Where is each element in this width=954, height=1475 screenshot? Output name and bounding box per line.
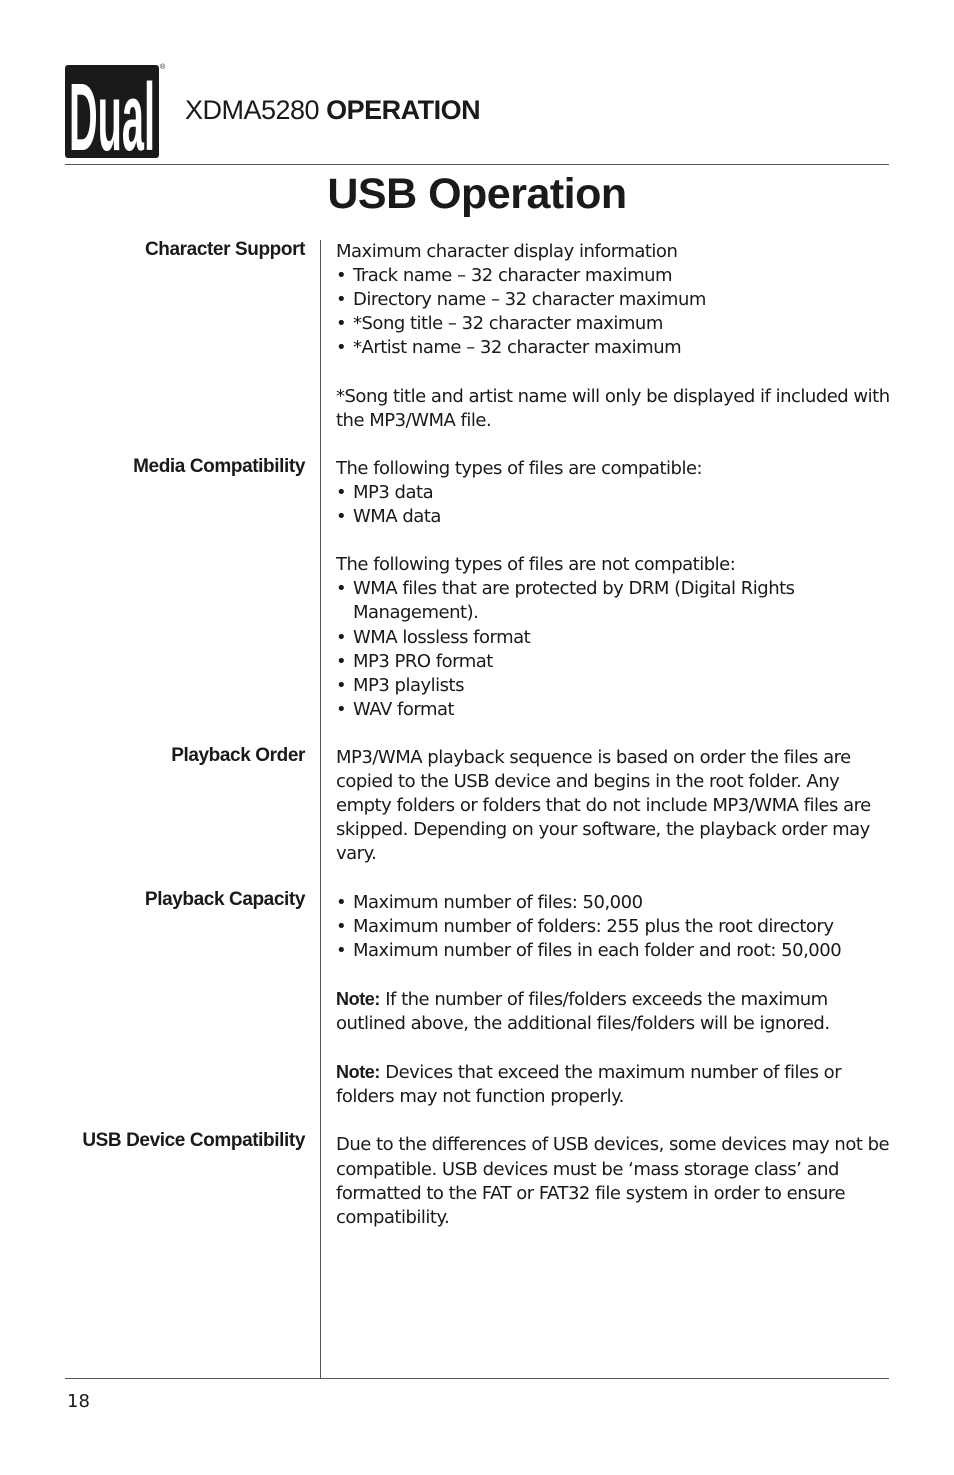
list-item: • *Song title – 32 character maximum — [336, 312, 892, 336]
note-label: Note: — [336, 1062, 380, 1083]
page-number: 18 — [67, 1391, 90, 1412]
label-playback-order: Playback Order — [171, 745, 305, 766]
list-item: • WMA data — [336, 505, 892, 529]
list-item: • WMA lossless format — [336, 626, 892, 650]
character-support-list — [336, 264, 892, 360]
list-item: • MP3 PRO format — [336, 650, 892, 674]
header-title — [185, 94, 480, 126]
list-item: • Maximum number of folders: 255 plus the root directory — [336, 915, 892, 939]
character-support-footnote: *Song title and artist name will only be displayed if included with the MP3/WMA file. — [336, 385, 890, 431]
compatible-list — [336, 481, 892, 529]
note-devices-exceed — [336, 1060, 892, 1109]
list-item: • Directory name – 32 character maximum — [336, 288, 892, 312]
label-character-support: Character Support — [144, 239, 305, 260]
list-item: • WAV format — [336, 698, 892, 722]
section-character-support — [336, 240, 892, 433]
section-playback-capacity — [336, 891, 892, 1110]
footer-rule — [65, 1378, 889, 1379]
list-item: • MP3 playlists — [336, 674, 892, 698]
header-section: OPERATION — [326, 95, 481, 125]
section-playback-order — [336, 746, 892, 866]
compatible-intro: The following types of files are compatible: — [336, 457, 703, 479]
label-playback-capacity: Playback Capacity — [144, 889, 305, 910]
main-content — [336, 240, 892, 1230]
playback-capacity-list — [336, 891, 892, 963]
logo-text: Dual — [69, 65, 155, 158]
list-item: • WMA files that are protected by DRM (Digital Rights Management). — [336, 577, 823, 625]
incompatible-intro: The following types of files are not compatible: — [336, 554, 736, 576]
playback-order-text: MP3/WMA playback sequence is based on order the files are copied to the USB device and begins in the root folder. Any empty folders or folders that do not include MP3/WMA files are skipped. Depending on your software, the playback order may vary. — [336, 746, 871, 865]
note-text: Devices that exceed the maximum number of files or folders may not function properly. — [336, 1062, 842, 1108]
label-usb-device-compatibility: USB Device Compatibility — [82, 1130, 305, 1151]
usb-device-compatibility-text: Due to the differences of USB devices, some devices may not be compatible. USB devices must be ‘mass storage class’ and formatted to the FAT or FAT32 file system in order to ensure compatibility. — [336, 1134, 890, 1228]
header-rule — [65, 164, 889, 165]
dual-logo-mark — [65, 65, 159, 158]
list-item: • *Artist name – 32 character maximum — [336, 336, 892, 360]
model-number: XDMA5280 — [185, 95, 320, 125]
section-usb-device-compatibility — [336, 1133, 892, 1229]
list-item: • Track name – 32 character maximum — [336, 264, 892, 288]
list-item: • Maximum number of files: 50,000 — [336, 891, 892, 915]
character-support-intro: Maximum character display information — [336, 241, 678, 262]
note-label: Note: — [336, 988, 380, 1009]
column-divider — [320, 240, 321, 1378]
label-media-compatibility: Media Compatibility — [133, 456, 305, 477]
registered-mark: ® — [160, 64, 166, 71]
note-text: If the number of files/folders exceeds the maximum outlined above, the additional files/folders will be ignored. — [336, 988, 830, 1034]
incompatible-list — [336, 577, 892, 722]
brand-logo — [65, 65, 159, 158]
list-item: • MP3 data — [336, 481, 892, 505]
section-media-compatibility — [336, 457, 892, 722]
list-item: • Maximum number of files in each folder and root: 50,000 — [336, 939, 892, 963]
page-title: USB Operation — [327, 170, 627, 218]
note-files-exceed — [336, 987, 892, 1036]
